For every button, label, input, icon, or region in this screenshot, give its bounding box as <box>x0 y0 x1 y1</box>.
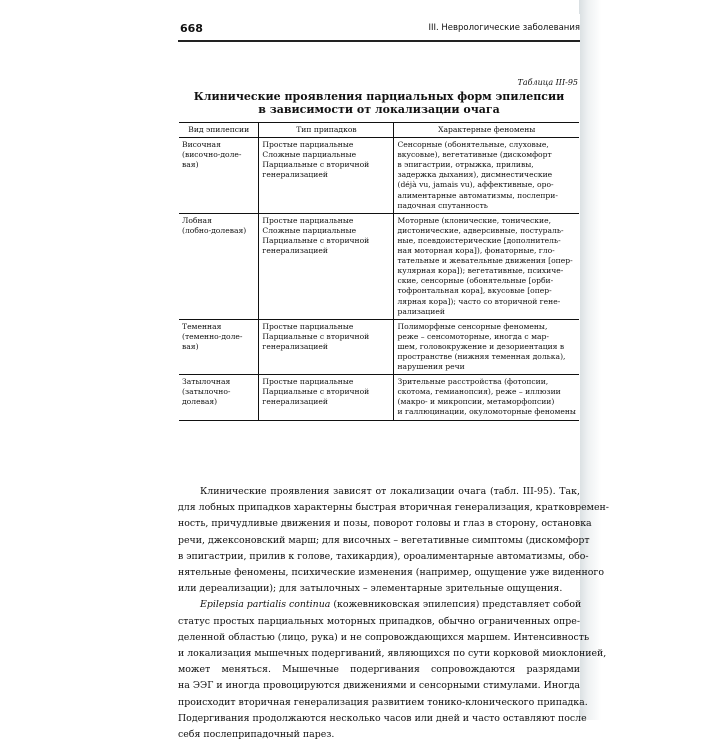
cell-line: Парциальные с вторичной <box>262 387 370 397</box>
cell-line: вкусовые), вегетативные (дискомфорт <box>397 150 552 160</box>
cell-line: в эпигастрии, отрыжка, приливы, <box>397 160 534 170</box>
cell-line: (височно-доле- <box>182 150 242 160</box>
cell-line: Простые парциальные <box>262 140 354 150</box>
cell-line: Затылочная <box>182 377 231 387</box>
cell-phenomena <box>394 138 579 214</box>
cell-line: реже – сенсомоторные, иногда с мар- <box>397 331 549 341</box>
paragraph-line: или дереализации); для затылочных – элементарные зрительные ощущения. <box>178 583 563 595</box>
cell-seizures <box>259 138 394 214</box>
cell-phenomena <box>394 319 579 374</box>
epilepsy-table <box>179 122 579 421</box>
cell-type <box>179 375 259 420</box>
running-head: III. Неврологические заболевания <box>428 23 580 33</box>
cell-line: ные, псевдоистерические [дополнитель- <box>397 235 561 245</box>
cell-line: Простые парциальные <box>262 321 354 331</box>
cell-line: алиментарные автоматизмы, послепри- <box>397 190 558 200</box>
paragraph-line: и локализация мышечных подергиваний, являющихся по сути корковой миоклонией, <box>178 648 607 660</box>
cell-line: дистонические, адверсивные, постураль- <box>397 225 564 235</box>
paragraph-line: в эпигастрии, прилив к голове, тахикардия), ороалиментарные автоматизмы, обо- <box>178 550 589 562</box>
table-title-line: Клинические проявления парциальных форм эпилепсии <box>193 90 565 103</box>
book-page <box>178 14 609 741</box>
cell-line: генерализацией <box>262 246 328 256</box>
cell-line: шем, головокружение и дезориентация в <box>397 341 565 351</box>
cell-line: Теменная <box>182 321 222 331</box>
cell-line: задержка дыхания), дисмнестические <box>397 170 553 180</box>
cell-line: Сенсорные (обонятельные, слуховые, <box>397 140 549 150</box>
cell-line: (déjà vu, jamais vu), аффективные, оро- <box>397 180 554 190</box>
cell-line: падочная спутанность <box>397 200 488 210</box>
cell-line: лярная кора]); часто со вторичной гене- <box>397 296 561 306</box>
cell-line: Парциальные с вторичной <box>262 331 370 341</box>
table-row <box>179 319 579 374</box>
cell-line: нарушения речи <box>397 362 465 372</box>
cell-line: Парциальные с вторичной <box>262 160 370 170</box>
cell-line: (затылочно- <box>182 387 231 397</box>
latin-term: Epilepsia partialis continua <box>200 599 331 611</box>
cell-line: вая) <box>182 341 199 351</box>
cell-type <box>179 319 259 374</box>
cell-phenomena <box>394 375 579 420</box>
cell-line: и галлюцинации, окуломоторные феномены <box>397 407 576 417</box>
page-edge-shadow <box>579 0 601 720</box>
cell-line: (макро- и микропсии, метаморфопсии) <box>397 397 555 407</box>
column-header-seizures: Тип припадков <box>259 123 394 138</box>
paragraph-line: нятельные феномены, психические изменения (например, ощущение уже виденного <box>178 567 604 579</box>
cell-line: Височная <box>182 140 221 150</box>
cell-line: тательные и жевательные движения [опер- <box>397 256 573 266</box>
paragraph-line: для лобных припадков характерны быстрая вторичная генерализация, кратковремен- <box>178 502 609 514</box>
cell-line: (теменно-доле- <box>182 331 243 341</box>
column-header-phenomena: Характерные феномены <box>394 123 579 138</box>
paragraph-line: Клинические проявления зависят от локализации очага (табл. III-95). Так, <box>200 486 580 497</box>
table-title <box>178 90 580 116</box>
cell-line: скотома, гемианопсия), реже – иллюзии <box>397 387 561 397</box>
paragraph-line: Подергивания продолжаются несколько часов или дней и часто оставляют после <box>178 712 587 724</box>
column-header-type: Вид эпилепсии <box>179 123 259 138</box>
table-row <box>179 213 579 319</box>
cell-line: Зрительные расстройства (фотопсии, <box>397 377 549 387</box>
paragraph-line: (кожевниковская эпилепсия) представляет собой <box>330 599 582 611</box>
cell-seizures <box>259 375 394 420</box>
paragraph-line: может меняться. Мышечные подергивания сопровождаются разрядами <box>178 664 580 676</box>
cell-type <box>179 138 259 214</box>
page-header <box>178 14 580 42</box>
paragraph-line: происходит вторичная генерализация развитием тонико-клонического припадка. <box>178 696 588 708</box>
table-row <box>179 375 579 420</box>
cell-line: Сложные парциальные <box>262 225 357 235</box>
cell-line: долевая) <box>182 397 218 407</box>
cell-line: ские, сенсорные (обонятельные [орби- <box>397 276 554 286</box>
paragraph-line: деленной областью (лицо, рука) и не сопровождающихся маршем. Интенсивность <box>178 631 590 643</box>
cell-line: Сложные парциальные <box>262 150 357 160</box>
cell-line: Простые парциальные <box>262 377 354 387</box>
body-text <box>178 484 609 743</box>
table-label: Таблица III-95 <box>517 78 578 87</box>
table-header-row <box>179 123 579 138</box>
cell-phenomena <box>394 213 579 319</box>
cell-line: генерализацией <box>262 341 328 351</box>
page-number: 668 <box>180 22 203 35</box>
cell-line: Полиморфные сенсорные феномены, <box>397 321 548 331</box>
cell-line: Моторные (клонические, тонические, <box>397 215 551 225</box>
paragraph-line: ность, причудливые движения и позы, поворот головы и глаз в сторону, остановка <box>178 518 592 530</box>
cell-line: Лобная <box>182 215 212 225</box>
cell-line: кулярная кора]); вегетативные, психиче- <box>397 266 564 276</box>
cell-line: пространстве (нижняя теменная долька), <box>397 351 566 361</box>
paragraph-line: на ЭЭГ и иногда провоцируются движениями и сенсорными стимулами. Иногда <box>178 680 580 692</box>
paragraph-line: статус простых парциальных моторных припадков, обычно ограниченных опре- <box>178 615 580 627</box>
cell-seizures <box>259 213 394 319</box>
cell-line: (лобно-долевая) <box>182 225 247 235</box>
table-title-line: в зависимости от локализации очага <box>258 103 500 116</box>
cell-line: рализацией <box>397 306 445 316</box>
table-row <box>179 138 579 214</box>
paragraph-clinical <box>178 484 609 597</box>
cell-line: тофронтальная кора], вкусовые [опер- <box>397 286 552 296</box>
cell-line: генерализацией <box>262 170 328 180</box>
paragraph-line: речи, джексоновский марш; для височных – вегетативные симптомы (дискомфорт <box>178 534 590 546</box>
cell-line: ная моторная кора]), фонаторные, гло- <box>397 246 555 256</box>
cell-line: Парциальные с вторичной <box>262 235 370 245</box>
cell-line: Простые парциальные <box>262 215 354 225</box>
cell-line: вая) <box>182 160 199 170</box>
paragraph-epilepsia-partialis <box>178 597 607 743</box>
cell-seizures <box>259 319 394 374</box>
table-body <box>179 138 579 420</box>
cell-type <box>179 213 259 319</box>
paragraph-line: себя послеприпадочный парез. <box>178 729 335 741</box>
cell-line: генерализацией <box>262 397 328 407</box>
